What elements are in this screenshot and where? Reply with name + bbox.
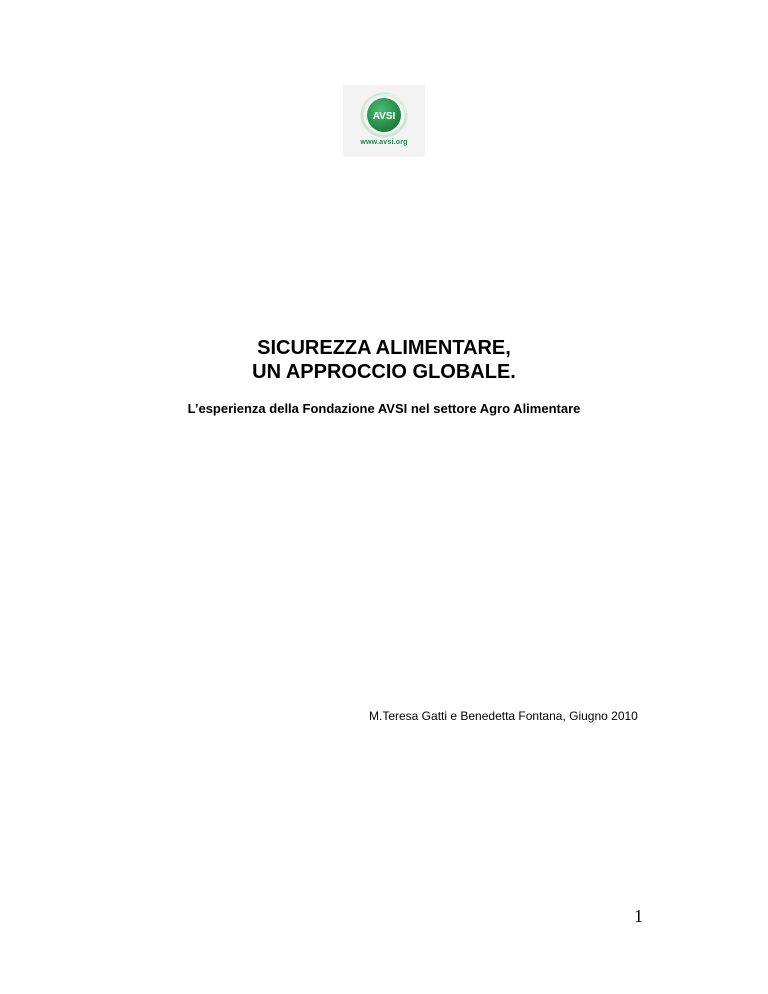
authors-line: M.Teresa Gatti e Benedetta Fontana, Giugno 2010	[369, 709, 638, 723]
avsi-logo-icon	[343, 85, 425, 157]
logo-url: www.avsi.org	[360, 139, 408, 146]
logo-badge-text: AVSI	[372, 111, 396, 122]
page-number: 1	[634, 906, 643, 926]
document-subtitle: L’esperienza della Fondazione AVSI nel settore Agro Alimentare	[187, 401, 581, 416]
document-title	[0, 336, 768, 384]
avsi-logo	[343, 85, 425, 157]
title-line-1: SICUREZZA ALIMENTARE,	[257, 337, 511, 359]
title-line-2: UN APPROCCIO GLOBALE.	[252, 361, 516, 383]
